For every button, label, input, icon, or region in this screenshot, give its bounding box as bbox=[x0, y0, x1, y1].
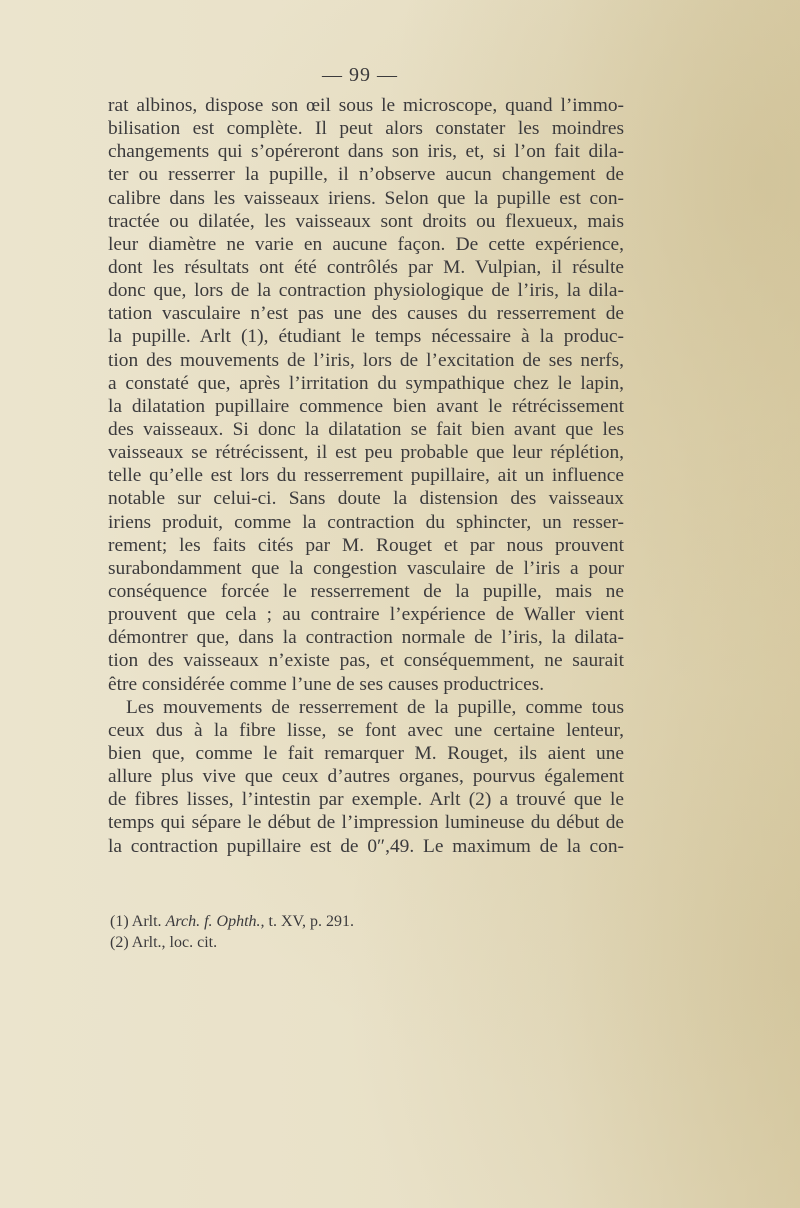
text-line: rement; les faits cités par M. Rouget et par nous prouvent bbox=[108, 534, 624, 556]
footnote-citation: Arch. f. Ophth., bbox=[165, 913, 265, 930]
footnote-rest: t. XV, p. 291. bbox=[268, 913, 355, 930]
text-line: Les mouvements de resserrement de la pupille, comme tous bbox=[126, 696, 624, 718]
paragraph bbox=[108, 94, 624, 696]
footnote-marker: (1) bbox=[110, 913, 129, 930]
footnotes bbox=[110, 911, 550, 953]
text-line: ter ou resserrer la pupille, il n’observe aucun changement de bbox=[108, 164, 624, 186]
text-line: la pupille. Arlt (1), étudiant le temps nécessaire à la produc- bbox=[108, 326, 624, 348]
text-line: vaisseaux se rétrécissent, il est peu probable que leur réplétion, bbox=[108, 442, 624, 464]
page-number: — 99 — bbox=[322, 64, 398, 86]
text-line: notable sur celui-ci. Sans doute la distension des vaisseaux bbox=[108, 488, 624, 510]
text-line: changements qui s’opéreront dans son iris, et, si l’on fait dila- bbox=[108, 141, 624, 163]
text-line: des vaisseaux. Si donc la dilatation se fait bien avant que les bbox=[108, 418, 624, 440]
text-line: de fibres lisses, l’intestin par exemple. Arlt (2) a trouvé que le bbox=[108, 789, 624, 811]
text-line: prouvent que cela ; au contraire l’expérience de Waller vient bbox=[108, 604, 624, 626]
text-line: donc que, lors de la contraction physiologique de l’iris, la dila- bbox=[108, 280, 624, 302]
text-line: la contraction pupillaire est de 0″,49. Le maximum de la con- bbox=[108, 835, 624, 857]
paragraph bbox=[108, 696, 624, 858]
text-line: a constaté que, après l’irritation du sympathique chez le lapin, bbox=[108, 372, 624, 394]
text-line: temps qui sépare le début de l’impression lumineuse du début de bbox=[108, 812, 624, 834]
text-line: calibre dans les vaisseaux iriens. Selon que la pupille est con- bbox=[108, 187, 624, 209]
text-line: tractée ou dilatée, les vaisseaux sont droits ou flexueux, mais bbox=[108, 210, 624, 232]
text-line: conséquence forcée le resserrement de la pupille, mais ne bbox=[108, 580, 624, 602]
text-line: la dilatation pupillaire commence bien avant le rétrécissement bbox=[108, 395, 624, 417]
footnote-author: Arlt., loc. cit. bbox=[131, 934, 218, 951]
footnote-marker: (2) bbox=[110, 934, 129, 951]
text-line: iriens produit, comme la contraction du sphincter, un resser- bbox=[108, 511, 624, 533]
text-line: allure plus vive que ceux d’autres organes, pourvus également bbox=[108, 766, 624, 788]
text-line: bilisation est complète. Il peut alors constater les moindres bbox=[108, 118, 624, 140]
text-line: démontrer que, dans la contraction normale de l’iris, la dilata- bbox=[108, 627, 624, 649]
text-line: surabondamment que la congestion vasculaire de l’iris a pour bbox=[108, 557, 624, 579]
footnote-author: Arlt. bbox=[131, 913, 162, 930]
text-line: tion des mouvements de l’iris, lors de l’excitation de ses nerfs, bbox=[108, 349, 624, 371]
text-line: ceux dus à la fibre lisse, se font avec une certaine lenteur, bbox=[108, 719, 624, 741]
text-line: être considérée comme l’une de ses causes productrices. bbox=[108, 673, 545, 695]
body-text bbox=[108, 94, 624, 858]
text-line: bien que, comme le fait remarquer M. Rouget, ils aient une bbox=[108, 742, 624, 764]
text-line: telle qu’elle est lors du resserrement pupillaire, ait un influence bbox=[108, 465, 624, 487]
text-line: rat albinos, dispose son œil sous le microscope, quand l’immo- bbox=[108, 95, 624, 116]
text-line: tion des vaisseaux n’existe pas, et conséquemment, ne saurait bbox=[108, 650, 624, 672]
footnote bbox=[110, 911, 550, 932]
text-line: tation vasculaire n’est pas une des causes du resserrement de bbox=[108, 303, 624, 325]
footnote bbox=[110, 932, 550, 953]
text-line: leur diamètre ne varie en aucune façon. De cette expérience, bbox=[108, 233, 624, 255]
text-line: dont les résultats ont été contrôlés par M. Vulpian, il résulte bbox=[108, 256, 624, 278]
